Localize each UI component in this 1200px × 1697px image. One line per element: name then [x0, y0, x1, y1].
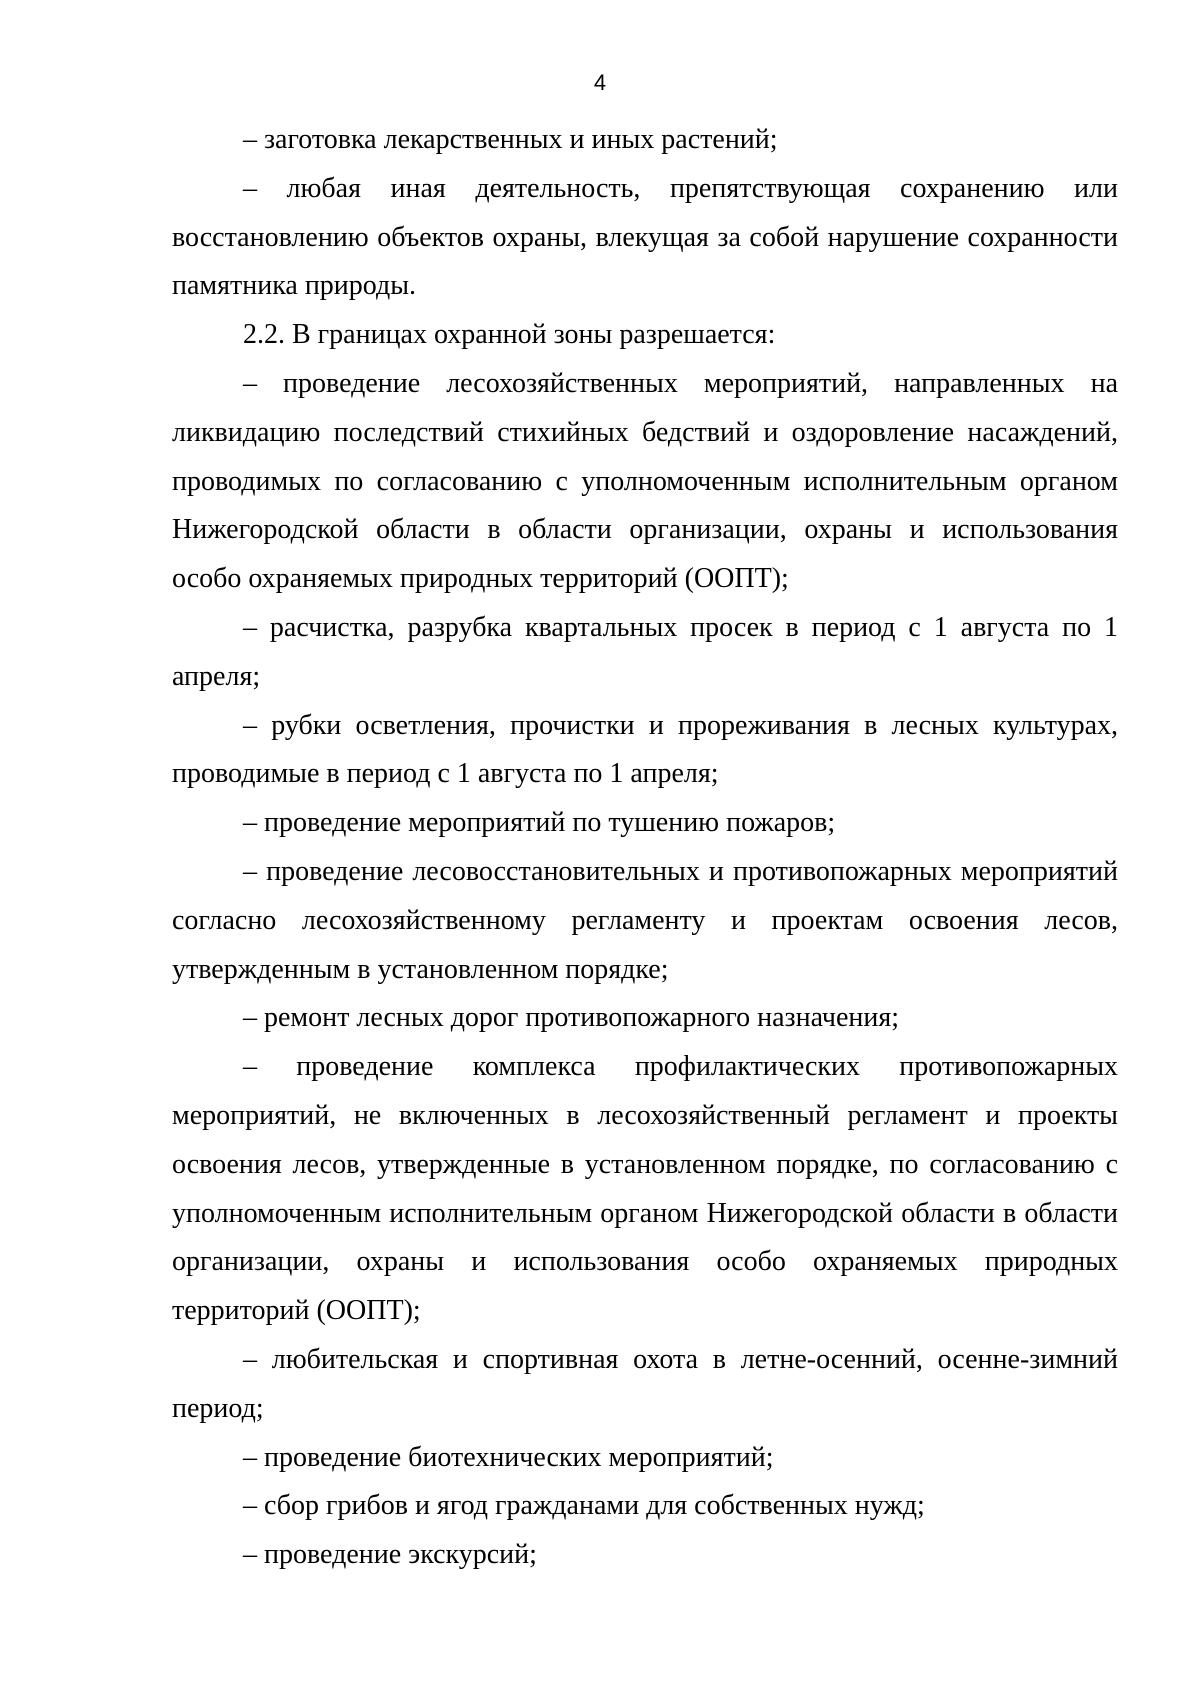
paragraph-biotechnical: – проведение биотехнических мероприятий;	[243, 1441, 774, 1473]
paragraph-thinning: – рубки осветления, прочистки и прореживания в лесных культурах, проводимые в период с 1 августа по 1 апреля;	[172, 709, 1118, 790]
paragraph-forestry-measures: – проведение лесохозяйственных мероприятий, направленных на ликвидацию последствий стихийных бедствий и оздоровление насаждений, проводимых по согласованию с уполномоченным исполнительным органом Нижегородской области в области организации, охраны и использования особо охраняемых природных территорий (ООПТ);	[172, 367, 1118, 595]
section-heading-2-2: 2.2. В границах охранной зоны разрешается:	[243, 319, 776, 351]
paragraph-road-repair: – ремонт лесных дорог противопожарного назначения;	[243, 1002, 900, 1034]
document-body	[172, 116, 1118, 1580]
paragraph-hunting: – любительская и спортивная охота в летне-осенний, осенне-зимний период;	[172, 1343, 1118, 1424]
paragraph-reforestation: – проведение лесовосстановительных и противопожарных мероприятий согласно лесохозяйственному регламенту и проектам освоения лесов, утвержденным в установленном порядке;	[172, 855, 1118, 985]
paragraph-fire-prevention: – проведение комплекса профилактических противопожарных мероприятий, не включенных в лесохозяйственный регламент и проекты освоения лесов, утвержденные в установленном порядке, по согласованию с уполномоченным исполнительным органом Нижегородской области в области организации, охраны и использования особо охраняемых природных территорий (ООПТ);	[172, 1051, 1118, 1327]
paragraph-medicinal-plants: – заготовка лекарственных и иных растений;	[243, 124, 778, 155]
paragraph-other-activity: – любая иная деятельность, препятствующая сохранению или восстановлению объектов охраны, влекущая за собой нарушение сохранности памятника природы.	[172, 172, 1118, 302]
page-number: 4	[593, 70, 607, 95]
paragraph-mushrooms-berries: – сбор грибов и ягод гражданами для собственных нужд;	[243, 1490, 925, 1522]
paragraph-fire-fighting: – проведение мероприятий по тушению пожаров;	[243, 807, 836, 839]
paragraph-clearing-glades: – расчистка, разрубка квартальных просек в период с 1 августа по 1 апреля;	[172, 611, 1118, 692]
paragraph-excursions: – проведение экскурсий;	[243, 1539, 537, 1571]
